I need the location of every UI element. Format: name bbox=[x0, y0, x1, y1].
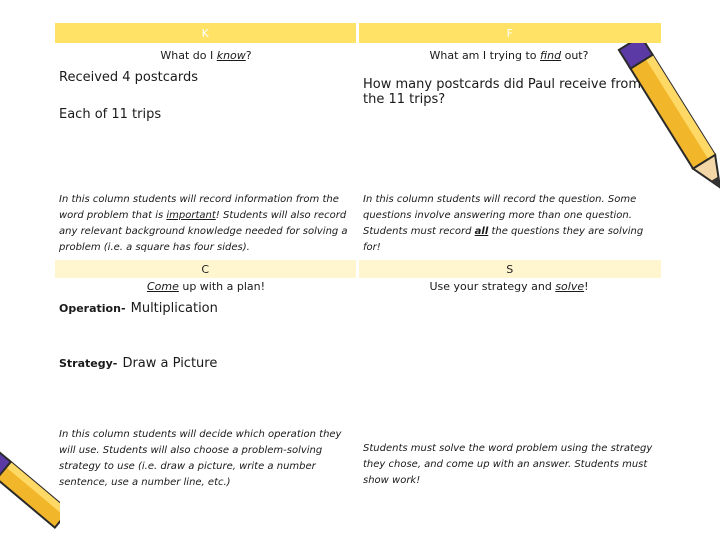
s-question: Use your strategy and solve! bbox=[429, 280, 589, 293]
f-question: What am I trying to find out? bbox=[429, 49, 589, 62]
c-question: Come up with a plan! bbox=[146, 280, 266, 293]
k-fact-1: Received 4 postcards bbox=[59, 70, 199, 85]
c-operation: Operation- Multiplication bbox=[59, 301, 218, 316]
k-header: K bbox=[55, 23, 357, 43]
c-header: C bbox=[55, 260, 357, 278]
k-instructions: In this column students will record information from the word problem that is important! Students will also record any relevant background knowledge needed for solving a problem (i.e. a square has four sides). bbox=[59, 194, 348, 253]
c-instructions: In this column students will decide which operation they will use. Students will also choose a problem-solving strategy to use (i.e. draw a picture, write a number sentence, use a number line, etc.) bbox=[59, 429, 342, 488]
f-instructions: In this column students will record the question. Some questions involve answering more than one question. Students must record all the questions they are solving for! bbox=[363, 194, 644, 253]
pencil-clipart-bottom bbox=[0, 450, 60, 540]
c-strategy: Strategy- Draw a Picture bbox=[59, 356, 218, 371]
s-header: S bbox=[357, 260, 661, 278]
f-answer: How many postcards did Paul receive from the 11 trips? bbox=[363, 77, 641, 107]
k-fact-2: Each of 11 trips bbox=[59, 107, 162, 122]
k-question: What do I know? bbox=[160, 49, 252, 62]
f-header: F bbox=[357, 23, 661, 43]
kfcs-chart bbox=[55, 23, 661, 491]
s-instructions: Students must solve the word problem using the strategy they chose, and come up with an answer. Students must show work! bbox=[363, 443, 653, 486]
